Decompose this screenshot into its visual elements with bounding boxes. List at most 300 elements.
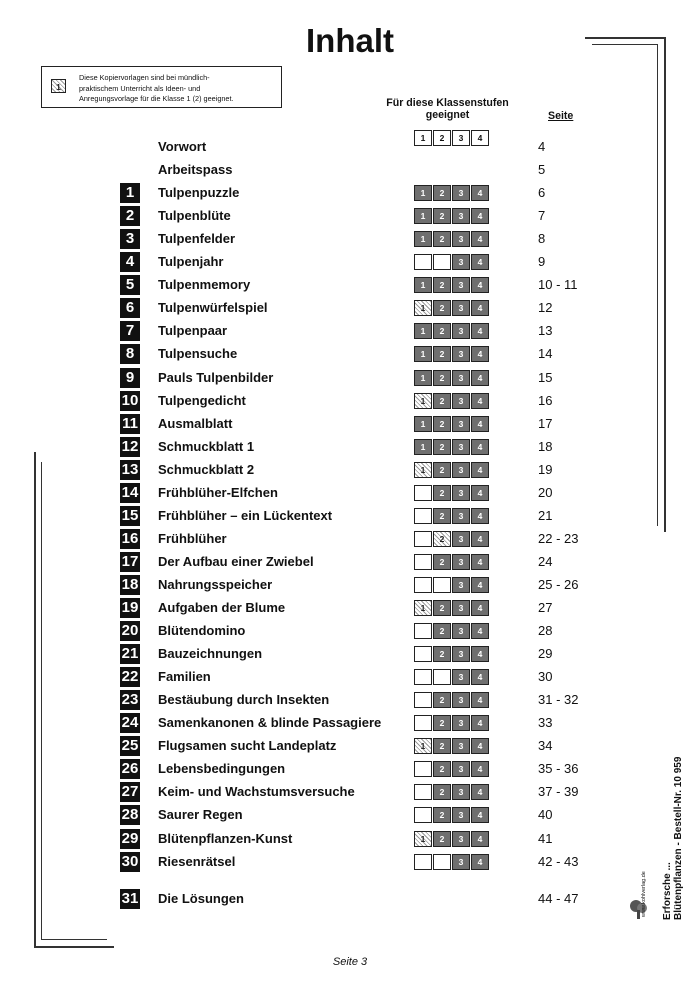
level-box-3: 3 <box>452 623 470 639</box>
level-box-3: 3 <box>452 669 470 685</box>
publisher-title-order: Blütenpflanzen - Bestell-Nr. 10 959 <box>673 756 684 920</box>
level-box-3: 3 <box>452 462 470 478</box>
level-box-3: 3 <box>452 761 470 777</box>
level-box-2: 2 <box>433 416 451 432</box>
level-box-2: 2 <box>433 185 451 201</box>
level-box-2: 2 <box>433 784 451 800</box>
entry-title: Samenkanonen & blinde Passagiere <box>158 715 382 731</box>
level-box-3: 3 <box>452 439 470 455</box>
level-box-1: 1 <box>414 416 432 432</box>
level-box-3: 3 <box>452 784 470 800</box>
level-box-2: 2 <box>433 738 451 754</box>
entry-title: Lebensbedingungen <box>158 761 286 777</box>
level-box-1 <box>414 669 432 685</box>
entry-number: 29 <box>121 829 139 847</box>
level-box-2 <box>433 577 451 593</box>
level-box-4: 4 <box>471 807 489 823</box>
entry-number: 30 <box>121 852 139 870</box>
toc-row <box>0 367 700 389</box>
level-box-3: 3 <box>452 370 470 386</box>
level-box-4: 4 <box>471 300 489 316</box>
level-box-4: 4 <box>471 761 489 777</box>
level-box-1 <box>414 254 432 270</box>
entry-title: Tulpenfelder <box>158 231 236 247</box>
level-box-4: 4 <box>471 231 489 247</box>
frame-line-top-right-h2 <box>592 44 658 45</box>
level-box-1: 1 <box>414 738 432 754</box>
entry-title: Bauzeichnungen <box>158 646 263 662</box>
level-box-1 <box>414 854 432 870</box>
level-boxes <box>414 254 490 270</box>
entry-title: Nahrungsspeicher <box>158 576 273 592</box>
toc-row <box>0 482 700 504</box>
toc-row <box>0 597 700 619</box>
level-box-3: 3 <box>452 692 470 708</box>
entry-number: 22 <box>121 668 139 686</box>
entry-number: 27 <box>121 783 139 801</box>
entry-number: 12 <box>121 437 139 455</box>
level-box-4: 4 <box>471 508 489 524</box>
frame-line-left-v <box>34 452 36 947</box>
level-box-1: 1 <box>414 185 432 201</box>
level-box-1: 1 <box>414 393 432 409</box>
toc-row <box>0 297 700 319</box>
entry-number: 11 <box>120 414 140 434</box>
level-box-4: 4 <box>471 277 489 293</box>
entry-page: 42 - 43 <box>538 853 579 869</box>
toc-row <box>0 436 700 458</box>
entry-page: 12 <box>538 300 553 316</box>
entry-title: Tulpenblüte <box>158 208 231 224</box>
entry-page: 40 <box>538 807 553 823</box>
level-box-2: 2 <box>433 531 451 547</box>
entry-page: 33 <box>538 715 553 731</box>
level-boxes <box>414 393 490 409</box>
entry-title: Riesenrätsel <box>158 853 236 869</box>
toc-row <box>0 851 700 873</box>
entry-number: 17 <box>121 552 139 570</box>
level-box-4: 4 <box>471 531 489 547</box>
level-boxes <box>414 300 490 316</box>
toc-row <box>0 343 700 365</box>
entry-title: Der Aufbau einer Zwiebel <box>158 553 314 569</box>
level-box-1: 1 <box>414 231 432 247</box>
frame-line-right-v <box>664 37 666 532</box>
entry-page: 21 <box>538 507 553 523</box>
level-box-2: 2 <box>433 761 451 777</box>
toc-row <box>0 136 700 158</box>
level-boxes <box>414 761 490 777</box>
entry-page: 6 <box>538 185 546 201</box>
toc-row <box>0 459 700 481</box>
level-box-4: 4 <box>471 600 489 616</box>
level-box-3: 3 <box>452 715 470 731</box>
level-box-3: 3 <box>452 185 470 201</box>
level-box-1 <box>414 715 432 731</box>
legend-hatched-box: 1 <box>51 79 66 93</box>
entry-number: 19 <box>121 599 139 616</box>
level-boxes <box>414 807 490 823</box>
level-boxes <box>414 462 490 478</box>
entry-title: Tulpenjahr <box>158 254 224 270</box>
entry-page: 30 <box>538 669 553 685</box>
level-box-2 <box>433 854 451 870</box>
level-boxes <box>414 623 490 639</box>
frame-line-bottom-h <box>34 946 114 948</box>
level-box-2: 2 <box>433 462 451 478</box>
toc-row <box>0 666 700 688</box>
toc-row <box>0 159 700 181</box>
level-box-4: 4 <box>471 485 489 501</box>
level-box-3: 3 <box>452 254 470 270</box>
toc-row <box>0 643 700 665</box>
level-box-1 <box>414 761 432 777</box>
entry-title: Blütenpflanzen-Kunst <box>158 830 293 846</box>
level-box-1 <box>414 554 432 570</box>
level-box-4: 4 <box>471 623 489 639</box>
entry-page: 19 <box>538 461 553 477</box>
level-box-4: 4 <box>471 646 489 662</box>
entry-title: Die Lösungen <box>158 891 244 906</box>
level-box-2: 2 <box>433 831 451 847</box>
level-boxes <box>414 231 490 247</box>
level-box-2: 2 <box>433 485 451 501</box>
level-boxes <box>414 346 490 362</box>
level-box-2: 2 <box>433 439 451 455</box>
level-box-2: 2 <box>433 508 451 524</box>
level-box-4: 4 <box>471 208 489 224</box>
level-boxes <box>414 439 490 455</box>
level-box-3: 3 <box>452 531 470 547</box>
level-box-2: 2 <box>433 807 451 823</box>
level-boxes <box>414 185 490 201</box>
entry-title: Blütendomino <box>158 623 246 639</box>
entry-page: 24 <box>538 553 553 569</box>
level-box-4: 4 <box>471 393 489 409</box>
level-header-box: 1 <box>414 130 432 146</box>
frame-line-right-v2 <box>657 44 658 526</box>
level-box-2: 2 <box>433 277 451 293</box>
entry-number: 15 <box>121 506 139 524</box>
entry-number: 28 <box>121 806 139 824</box>
level-box-1: 1 <box>414 462 432 478</box>
level-box-4: 4 <box>471 831 489 847</box>
level-box-3: 3 <box>452 231 470 247</box>
toc-row <box>0 205 700 227</box>
level-boxes <box>414 370 490 386</box>
level-box-4: 4 <box>471 554 489 570</box>
entry-page: 10 - 11 <box>538 277 578 293</box>
entry-number: 9 <box>120 368 140 388</box>
toc-row <box>0 735 700 757</box>
entry-title: Tulpengedicht <box>158 392 246 408</box>
level-box-1 <box>414 807 432 823</box>
toc-row <box>0 888 700 910</box>
level-box-2: 2 <box>433 646 451 662</box>
toc-row <box>0 274 700 296</box>
entry-page: 37 - 39 <box>538 784 579 800</box>
toc-row <box>0 828 700 850</box>
entry-number: 4 <box>120 252 140 272</box>
level-boxes <box>414 485 490 501</box>
level-box-2: 2 <box>433 300 451 316</box>
level-box-4: 4 <box>471 715 489 731</box>
toc-row <box>0 182 700 204</box>
level-box-1: 1 <box>414 346 432 362</box>
entry-page: 15 <box>538 369 553 385</box>
level-box-4: 4 <box>471 577 489 593</box>
toc-row <box>0 251 700 273</box>
entry-number: 20 <box>121 622 139 640</box>
entry-page: 8 <box>538 231 546 247</box>
level-box-1 <box>414 577 432 593</box>
level-box-2: 2 <box>433 346 451 362</box>
level-boxes <box>414 600 490 616</box>
level-box-3: 3 <box>452 508 470 524</box>
level-box-2 <box>433 669 451 685</box>
toc-row <box>0 758 700 780</box>
entry-page: 14 <box>538 346 553 362</box>
level-boxes <box>414 531 490 547</box>
level-boxes <box>414 554 490 570</box>
level-box-3: 3 <box>452 807 470 823</box>
level-box-2: 2 <box>433 623 451 639</box>
level-box-4: 4 <box>471 854 489 870</box>
toc-row <box>0 413 700 435</box>
level-box-2: 2 <box>433 554 451 570</box>
level-box-3: 3 <box>452 600 470 616</box>
level-boxes <box>414 669 490 685</box>
level-box-3: 3 <box>452 738 470 754</box>
entry-page: 20 <box>538 484 553 500</box>
toc-row <box>0 804 700 826</box>
frame-line-top-right-h <box>585 37 665 39</box>
entry-page: 31 - 32 <box>538 692 579 708</box>
level-boxes <box>414 738 490 754</box>
entry-title: Tulpenpuzzle <box>158 185 240 201</box>
frame-line-bottom-h2 <box>41 939 107 940</box>
level-box-1: 1 <box>414 208 432 224</box>
level-box-2: 2 <box>433 231 451 247</box>
level-boxes <box>414 416 490 432</box>
level-box-1: 1 <box>414 300 432 316</box>
page-footer: Seite 3 <box>332 956 368 968</box>
level-boxes <box>414 831 490 847</box>
level-box-2: 2 <box>433 393 451 409</box>
entry-number: 3 <box>120 229 140 249</box>
level-boxes <box>414 208 490 224</box>
level-box-4: 4 <box>471 370 489 386</box>
entry-number: 21 <box>121 645 139 663</box>
level-box-1 <box>414 623 432 639</box>
level-box-4: 4 <box>471 692 489 708</box>
level-box-4: 4 <box>471 738 489 754</box>
level-header-box: 2 <box>433 130 451 146</box>
entry-number: 10 <box>121 391 139 409</box>
level-boxes <box>414 692 490 708</box>
frame-line-left-v2 <box>41 462 42 940</box>
entry-number: 14 <box>121 483 139 501</box>
entry-title: Pauls Tulpenbilder <box>158 369 274 385</box>
entry-title: Tulpenwürfelspiel <box>158 300 268 316</box>
entry-number: 31 <box>121 890 139 907</box>
legend-line: Anregungsvorlage für die Klasse 1 (2) geeignet. <box>79 94 234 103</box>
entry-number: 7 <box>120 321 140 341</box>
level-box-4: 4 <box>471 416 489 432</box>
legend-line: Diese Kopiervorlagen sind bei mündlich- <box>79 73 210 82</box>
entry-title: Familien <box>158 669 211 685</box>
entry-number: 13 <box>121 460 139 478</box>
entry-title: Tulpenmemory <box>158 277 251 293</box>
level-box-3: 3 <box>452 277 470 293</box>
level-box-2: 2 <box>433 692 451 708</box>
entry-number: 6 <box>120 298 140 318</box>
entry-title: Tulpenpaar <box>158 323 228 339</box>
entry-page: 5 <box>538 162 546 178</box>
toc-row <box>0 228 700 250</box>
entry-title: Arbeitspass <box>158 162 233 178</box>
toc-row <box>0 390 700 412</box>
toc-row <box>0 528 700 550</box>
level-box-4: 4 <box>471 462 489 478</box>
level-box-4: 4 <box>471 784 489 800</box>
level-boxes <box>414 646 490 662</box>
entry-page: 18 <box>538 438 553 454</box>
entry-title: Vorwort <box>158 139 207 154</box>
toc-row <box>0 620 700 642</box>
level-box-3: 3 <box>452 323 470 339</box>
level-box-3: 3 <box>452 577 470 593</box>
entry-title: Saurer Regen <box>158 807 243 823</box>
level-box-3: 3 <box>452 300 470 316</box>
level-box-4: 4 <box>471 346 489 362</box>
entry-page: 35 - 36 <box>538 761 579 777</box>
level-box-1 <box>414 531 432 547</box>
level-header-box: 3 <box>452 130 470 146</box>
entry-number: 23 <box>121 691 139 709</box>
level-box-1: 1 <box>414 277 432 293</box>
level-box-4: 4 <box>471 254 489 270</box>
entry-number: 25 <box>121 737 139 755</box>
level-box-1 <box>414 485 432 501</box>
level-box-2: 2 <box>433 600 451 616</box>
level-box-4: 4 <box>471 323 489 339</box>
page-title: Inhalt <box>306 22 394 59</box>
entry-title: Schmuckblatt 2 <box>158 461 255 477</box>
entry-page: 27 <box>538 600 553 615</box>
publisher-series: Erforsche ... <box>662 862 673 920</box>
entry-title: Aufgaben der Blume <box>158 600 286 615</box>
legend-box <box>41 66 282 108</box>
level-boxes <box>414 577 490 593</box>
level-box-1: 1 <box>414 439 432 455</box>
entry-title: Frühblüher-Elfchen <box>158 484 278 500</box>
level-box-1 <box>414 784 432 800</box>
entry-number: 16 <box>121 529 139 547</box>
level-boxes <box>414 508 490 524</box>
entry-number: 1 <box>120 183 140 203</box>
publisher-info <box>662 757 684 920</box>
entry-page: 44 - 47 <box>538 891 579 906</box>
entry-page: 41 <box>538 830 553 846</box>
entry-page: 34 <box>538 738 553 754</box>
entry-page: 13 <box>538 323 553 339</box>
level-box-3: 3 <box>452 646 470 662</box>
toc-row <box>0 781 700 803</box>
entry-page: 22 - 23 <box>538 530 579 546</box>
entry-number: 18 <box>121 575 139 593</box>
toc-row <box>0 712 700 734</box>
entry-number: 26 <box>121 760 139 778</box>
level-box-2: 2 <box>433 323 451 339</box>
toc-row <box>0 320 700 342</box>
level-header-box: 4 <box>471 130 489 146</box>
entry-page: 7 <box>538 208 546 224</box>
levels-header-line: Für diese Klassenstufen <box>386 97 509 109</box>
level-box-1 <box>414 646 432 662</box>
level-box-2: 2 <box>433 715 451 731</box>
entry-number: 5 <box>120 275 140 295</box>
level-box-1: 1 <box>414 831 432 847</box>
level-box-1 <box>414 692 432 708</box>
level-box-1: 1 <box>414 600 432 616</box>
entry-title: Ausmalblatt <box>158 415 233 431</box>
level-boxes <box>414 715 490 731</box>
entry-title: Bestäubung durch Insekten <box>158 692 330 708</box>
level-box-1: 1 <box>414 370 432 386</box>
entry-title: Keim- und Wachstumsversuche <box>158 784 355 800</box>
level-boxes <box>414 784 490 800</box>
level-box-3: 3 <box>452 831 470 847</box>
entry-number: 24 <box>121 714 139 732</box>
page-column-header: Seite <box>548 110 574 122</box>
entry-page: 16 <box>538 392 553 408</box>
entry-page: 9 <box>538 254 546 270</box>
level-box-1 <box>414 508 432 524</box>
legend-line: praktischem Unterricht als Ideen- und <box>79 83 201 93</box>
toc-row <box>0 551 700 573</box>
level-boxes <box>414 277 490 293</box>
entry-page: 28 <box>538 623 553 639</box>
entry-page: 25 - 26 <box>538 576 579 592</box>
entry-title: Frühblüher – ein Lückentext <box>158 507 333 523</box>
entry-page: 17 <box>538 415 553 431</box>
entry-page: 4 <box>538 139 546 154</box>
level-box-3: 3 <box>452 208 470 224</box>
toc-row <box>0 689 700 711</box>
levels-header-line: geeignet <box>425 109 470 121</box>
level-box-3: 3 <box>452 485 470 501</box>
level-box-4: 4 <box>471 439 489 455</box>
level-box-3: 3 <box>452 416 470 432</box>
level-box-2: 2 <box>433 208 451 224</box>
legend-text <box>79 73 234 105</box>
level-box-4: 4 <box>471 185 489 201</box>
level-box-3: 3 <box>452 554 470 570</box>
level-box-3: 3 <box>452 393 470 409</box>
level-box-3: 3 <box>452 854 470 870</box>
level-box-4: 4 <box>471 669 489 685</box>
level-box-1: 1 <box>414 323 432 339</box>
level-box-2: 2 <box>433 370 451 386</box>
level-boxes <box>414 854 490 870</box>
toc-row <box>0 574 700 596</box>
level-boxes <box>414 323 490 339</box>
publisher-url: www.kohlverlag.de <box>641 871 647 917</box>
levels-header <box>385 97 510 121</box>
entry-title: Tulpensuche <box>158 346 238 362</box>
level-box-2 <box>433 254 451 270</box>
